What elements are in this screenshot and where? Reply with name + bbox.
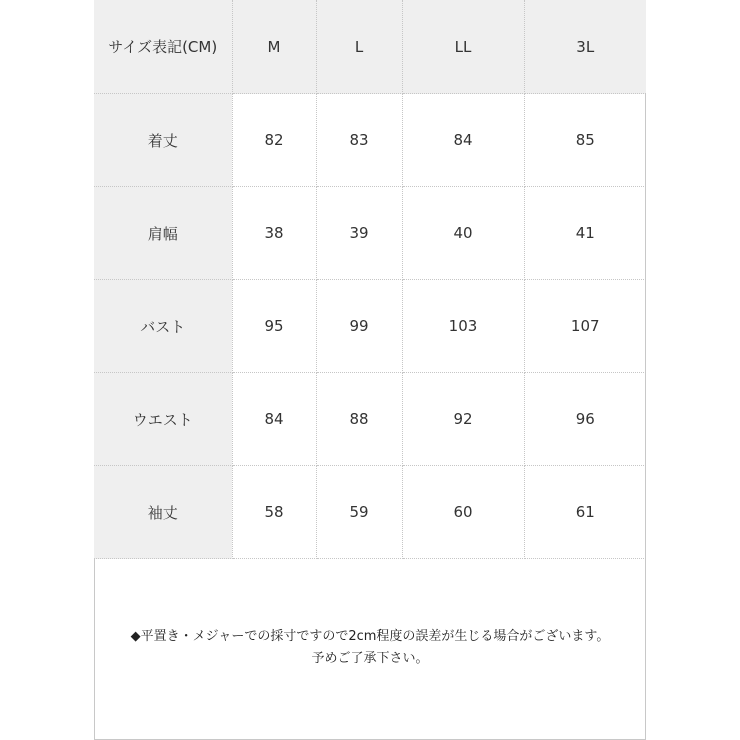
table-cell: 92: [402, 373, 524, 466]
table-cell: 99: [316, 280, 402, 373]
table-row-shoulder: [94, 187, 646, 280]
size-table: [94, 0, 646, 559]
table-row-length: [94, 94, 646, 187]
table-cell: 103: [402, 280, 524, 373]
row-label: 袖丈: [94, 466, 232, 559]
table-cell: 83: [316, 94, 402, 187]
table-row-sleeve: [94, 466, 646, 559]
size-header-m: M: [232, 0, 316, 94]
table-row-waist: [94, 373, 646, 466]
table-cell: 85: [524, 94, 646, 187]
table-cell: 41: [524, 187, 646, 280]
size-label-header: サイズ表記(CM): [94, 0, 232, 94]
table-cell: 96: [524, 373, 646, 466]
table-cell: 61: [524, 466, 646, 559]
note-line-1: ◆平置き・メジャーでの採寸ですので2cm程度の誤差が生じる場合がございます。: [130, 629, 610, 644]
table-cell: 58: [232, 466, 316, 559]
size-header-l: L: [316, 0, 402, 94]
size-header-ll: LL: [402, 0, 524, 94]
row-label: ウエスト: [94, 373, 232, 466]
row-label: 肩幅: [94, 187, 232, 280]
table-cell: 39: [316, 187, 402, 280]
table-cell: 84: [402, 94, 524, 187]
table-cell: 40: [402, 187, 524, 280]
table-cell: 107: [524, 280, 646, 373]
table-cell: 59: [316, 466, 402, 559]
table-cell: 60: [402, 466, 524, 559]
row-label: バスト: [94, 280, 232, 373]
table-cell: 82: [232, 94, 316, 187]
size-header-3l: 3L: [524, 0, 646, 94]
table-cell: 84: [232, 373, 316, 466]
note-line-2: 予めご了承下さい。: [311, 651, 429, 666]
table-row-bust: [94, 280, 646, 373]
table-cell: 95: [232, 280, 316, 373]
table-cell: 88: [316, 373, 402, 466]
row-label: 着丈: [94, 94, 232, 187]
table-cell: 38: [232, 187, 316, 280]
header-row: [94, 0, 646, 94]
measurement-note: [94, 626, 646, 670]
